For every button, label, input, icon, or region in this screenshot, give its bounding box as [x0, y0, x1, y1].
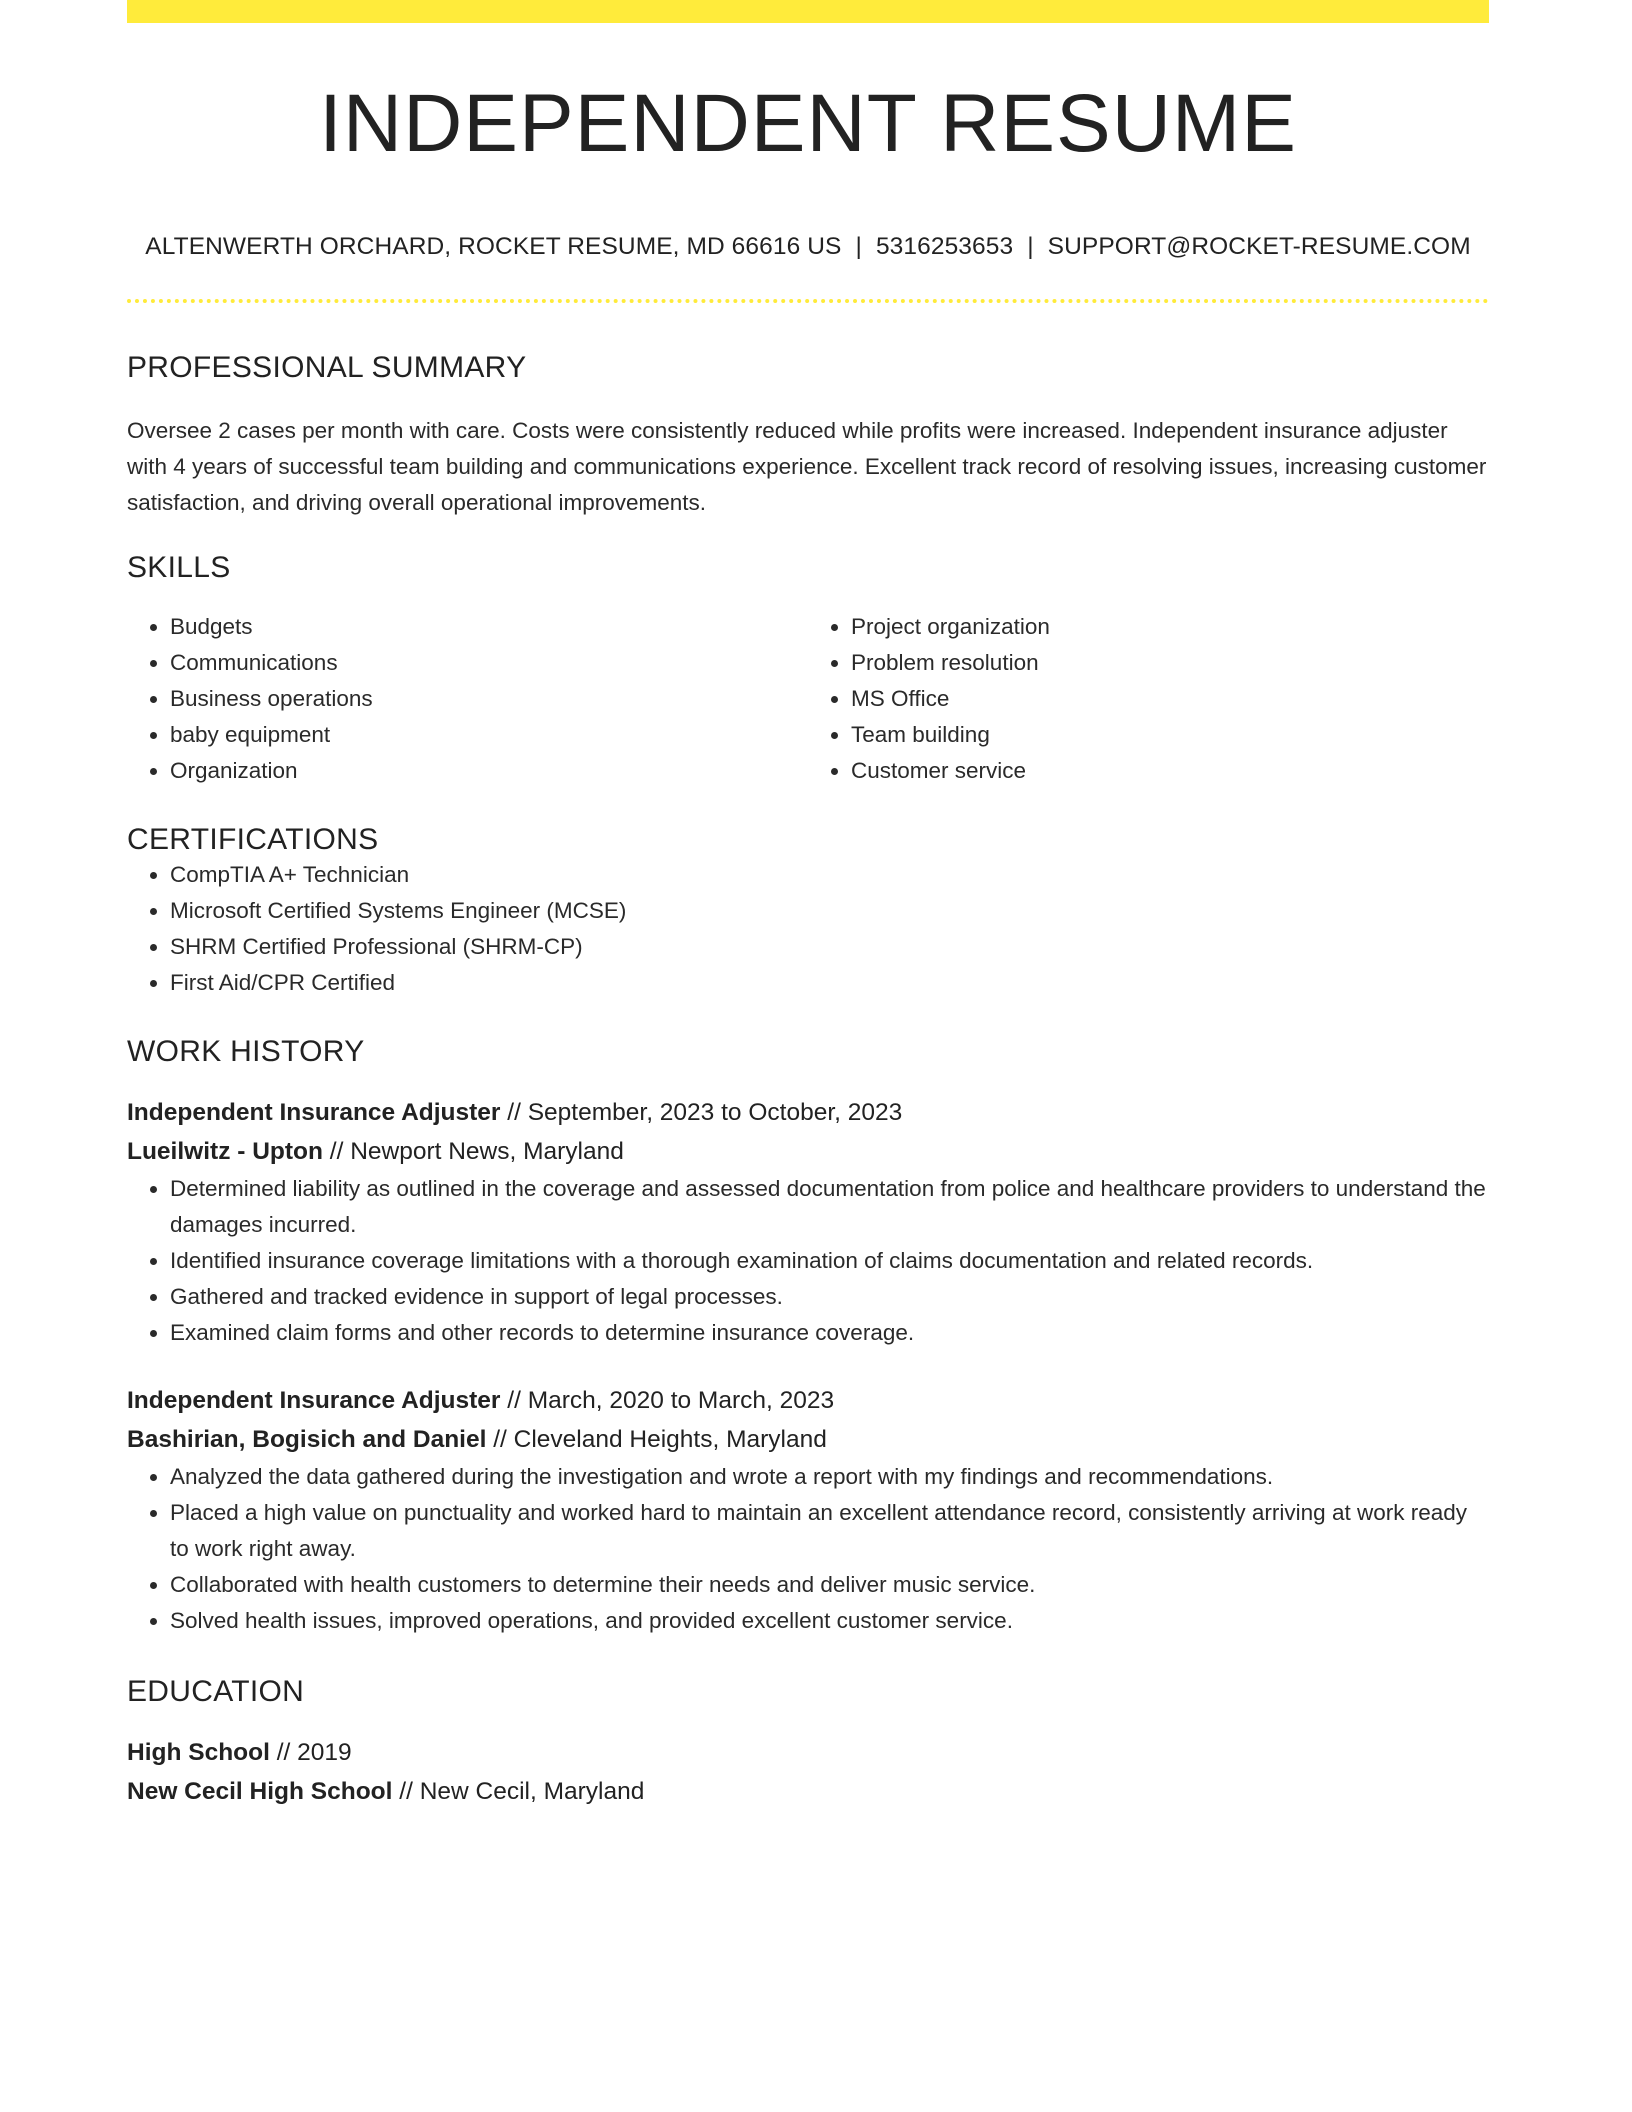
skill-item: • MS Office [851, 681, 1489, 717]
education-degree: High School [127, 1739, 270, 1766]
skill-item: • Customer service [851, 753, 1489, 789]
contact-email: SUPPORT@ROCKET-RESUME.COM [1047, 233, 1471, 260]
skills-heading: SKILLS [127, 551, 231, 584]
skill-item: • Team building [851, 717, 1489, 753]
certification-item: • First Aid/CPR Certified [170, 965, 1489, 1001]
job-duty: • Analyzed the data gathered during the investigation and wrote a report with my findings and recommendations. [170, 1459, 1489, 1495]
skills-columns [127, 609, 1489, 789]
job-title-line [127, 1093, 1489, 1132]
job-duty: • Gathered and tracked evidence in support of legal processes. [170, 1279, 1489, 1315]
education-degree-line [127, 1733, 1489, 1772]
job-duty: • Determined liability as outlined in the coverage and assessed documentation from police and healthcare providers to understand the damages incurred. [170, 1171, 1489, 1243]
education-heading: EDUCATION [127, 1675, 305, 1708]
job-dates: // September, 2023 to October, 2023 [500, 1099, 903, 1126]
job-company-line [127, 1420, 1489, 1459]
skill-item: • Project organization [851, 609, 1489, 645]
skill-item: • baby equipment [170, 717, 808, 753]
certification-item: • Microsoft Certified Systems Engineer (MCSE) [170, 893, 1489, 929]
summary-text: Oversee 2 cases per month with care. Costs were consistently reduced while profits were increased. Independent insurance adjuster with 4 years of successful team building and communications experience. Excellent track record of resolving issues, increasing customer satisfaction, and driving overall operational improvements. [127, 418, 1487, 515]
skill-item: • Communications [170, 645, 808, 681]
job-location: // Newport News, Maryland [322, 1138, 624, 1165]
education-location: // New Cecil, Maryland [392, 1778, 645, 1805]
skill-item: • Problem resolution [851, 645, 1489, 681]
job-duties-list [127, 1459, 1489, 1639]
contact-address: ALTENWERTH ORCHARD, ROCKET RESUME, MD 66616 US [145, 233, 842, 260]
job-duty: • Solved health issues, improved operations, and provided excellent customer service. [170, 1603, 1489, 1639]
skill-item: • Organization [170, 753, 808, 789]
education-school: New Cecil High School [127, 1778, 393, 1805]
job-duty: • Collaborated with health customers to determine their needs and deliver music service. [170, 1567, 1489, 1603]
contact-separator: | [855, 233, 862, 260]
resume-page [127, 0, 1489, 1811]
job-role: Independent Insurance Adjuster [127, 1099, 501, 1126]
job-company: Bashirian, Bogisich and Daniel [127, 1426, 487, 1453]
job-duty: • Identified insurance coverage limitations with a thorough examination of claims documentation and related records. [170, 1243, 1489, 1279]
contact-separator: | [1027, 233, 1034, 260]
skills-right-list [808, 609, 1489, 789]
job-duties-list [127, 1171, 1489, 1351]
job-company: Lueilwitz - Upton [127, 1138, 323, 1165]
job-role: Independent Insurance Adjuster [127, 1387, 501, 1414]
job-duty: • Examined claim forms and other records to determine insurance coverage. [170, 1315, 1489, 1351]
work-history-heading: WORK HISTORY [127, 1035, 365, 1068]
job-company-line [127, 1132, 1489, 1171]
job-dates: // March, 2020 to March, 2023 [500, 1387, 835, 1414]
skills-left-list [127, 609, 808, 789]
certification-item: • SHRM Certified Professional (SHRM-CP) [170, 929, 1489, 965]
resume-name: INDEPENDENT RESUME [319, 78, 1297, 169]
education-year: // 2019 [269, 1739, 352, 1766]
accent-bar [127, 0, 1489, 23]
skill-item: • Business operations [170, 681, 808, 717]
job-duty: • Placed a high value on punctuality and worked hard to maintain an excellent attendance record, consistently arriving at work ready to work right away. [170, 1495, 1489, 1567]
skill-item: • Budgets [170, 609, 808, 645]
job-location: // Cleveland Heights, Maryland [486, 1426, 827, 1453]
certification-item: • CompTIA A+ Technician [170, 857, 1489, 893]
dotted-divider [127, 299, 1489, 303]
education-school-line [127, 1772, 1489, 1811]
contact-line [127, 233, 1489, 261]
certifications-list [127, 857, 1489, 1001]
summary-heading: PROFESSIONAL SUMMARY [127, 351, 527, 384]
certifications-heading: CERTIFICATIONS [127, 823, 379, 856]
job-title-line [127, 1381, 1489, 1420]
contact-phone: 5316253653 [875, 233, 1014, 260]
